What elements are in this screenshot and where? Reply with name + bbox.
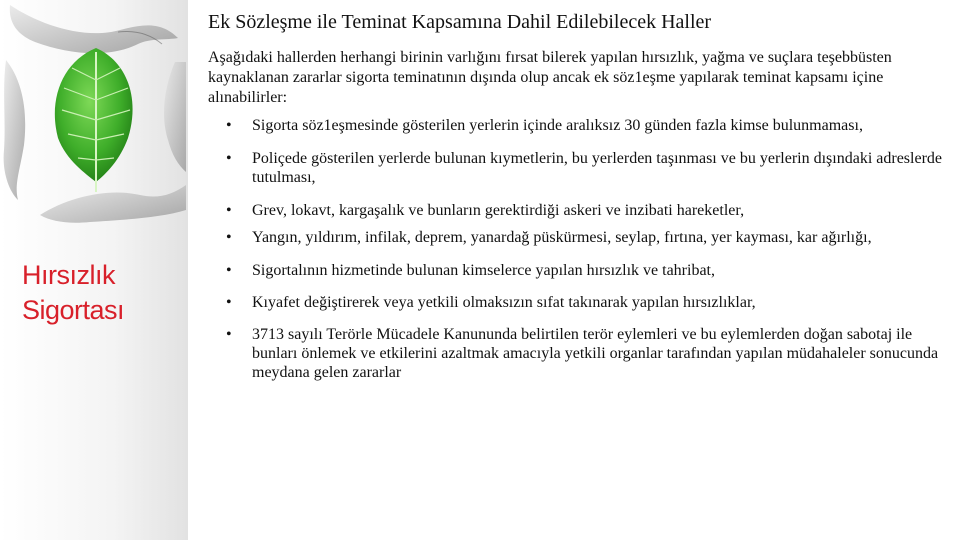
side-title-line2: Sigortası bbox=[22, 295, 125, 325]
list-item bbox=[226, 293, 948, 312]
list-item bbox=[226, 201, 948, 220]
list-item bbox=[226, 228, 948, 247]
main-content bbox=[208, 10, 948, 382]
bullet-icon: • bbox=[226, 229, 232, 246]
bullet-text: Grev, lokavt, kargaşalık ve bunların gerektirdiği askeri ve inzibati hareketler, bbox=[252, 202, 745, 219]
bullet-icon: • bbox=[226, 294, 232, 311]
left-panel bbox=[0, 0, 188, 540]
bullet-text: Kıyafet değiştirerek veya yetkili olmaksızın sıfat takınarak yapılan hırsızlıklar, bbox=[252, 294, 756, 311]
bullet-icon: • bbox=[226, 150, 232, 167]
page-title: Ek Sözleşme ile Teminat Kapsamına Dahil Edilebilecek Haller bbox=[208, 11, 712, 33]
hands-leaf-illustration bbox=[0, 0, 188, 230]
bullet-text: Poliçede gösterilen yerlerde bulunan kıymetlerin, bu yerlerden taşınması ve bu yerlerin dışındaki adreslerde tutulması, bbox=[252, 150, 942, 186]
bullet-icon: • bbox=[226, 117, 232, 134]
bullet-icon: • bbox=[226, 326, 232, 343]
bullet-text: Sigortalının hizmetinde bulunan kimselerce yapılan hırsızlık ve tahribat, bbox=[252, 262, 715, 279]
list-item bbox=[226, 325, 948, 382]
bullet-icon: • bbox=[226, 202, 232, 219]
list-item bbox=[226, 116, 948, 135]
side-title bbox=[22, 258, 124, 328]
list-item bbox=[226, 149, 948, 187]
bullet-text: Yangın, yıldırım, infilak, deprem, yanardağ püskürmesi, seylap, fırtına, yer kayması, kar ağırlığı, bbox=[252, 229, 872, 246]
list-item bbox=[226, 261, 948, 280]
bullet-list bbox=[208, 116, 948, 382]
bullet-text: 3713 sayılı Terörle Mücadele Kanununda belirtilen terör eylemleri ve bu eylemlerden doğan sabotaj ile bunları önlemek ve etkilerini azaltmak amacıyla yetkili organlar tarafından yapılan müdahaleler sonucunda meydana gelen zararlar bbox=[252, 326, 939, 381]
leaf-icon bbox=[55, 48, 133, 192]
bullet-text: Sigorta söz1eşmesinde gösterilen yerlerin içinde aralıksız 30 günden fazla kimse bulunmaması, bbox=[252, 117, 863, 134]
bullet-icon: • bbox=[226, 262, 232, 279]
side-title-line1: Hırsızlık bbox=[22, 260, 115, 290]
intro-paragraph: Aşağıdaki hallerden herhangi birinin varlığını fırsat bilerek yapılan hırsızlık, yağma ve suçlara teşebbüsten kaynaklanan zararlar sigorta teminatının dışında olup ancak ek söz1eşme yapılarak teminat kapsamı içine alınabilirler: bbox=[208, 49, 892, 106]
